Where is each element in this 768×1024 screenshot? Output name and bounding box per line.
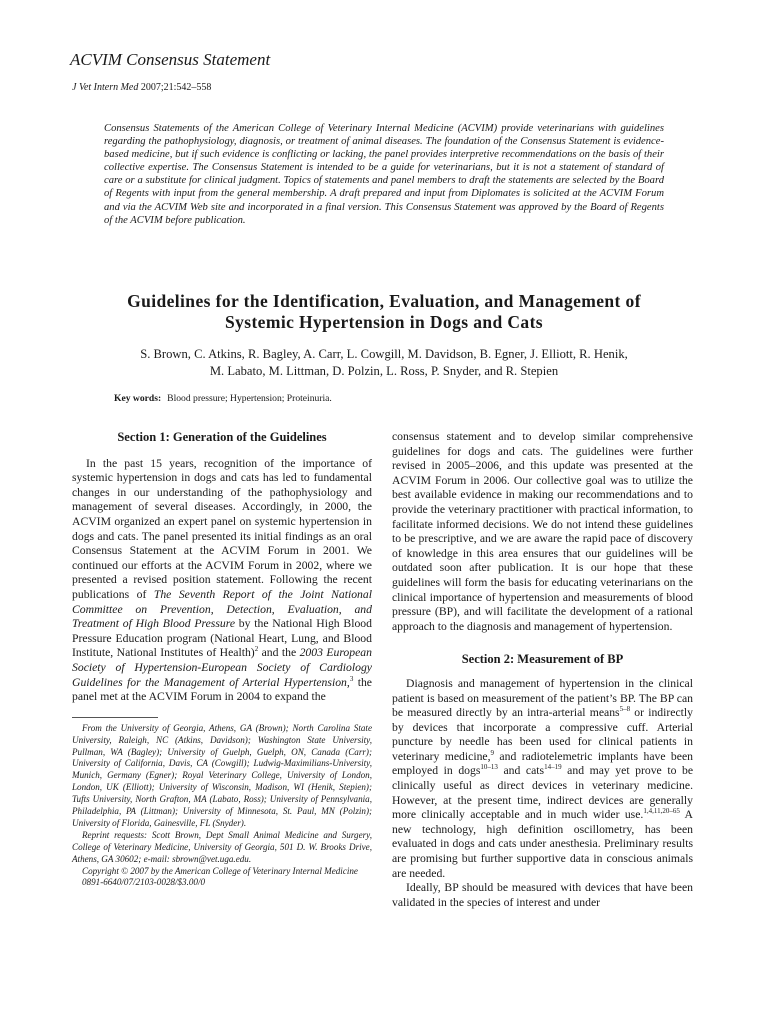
text-run: and radiotelemetric implants have been employed in dogs [392,749,693,778]
text-run: the panel met at the ACVIM Forum in 2004 to expand the [72,675,372,704]
journal-section-header: ACVIM Consensus Statement [70,50,271,69]
keywords [114,393,332,404]
footnotes [72,723,372,890]
ref-sup: 1,4,11,20–65 [643,807,680,816]
authors-line-1: S. Brown, C. Atkins, R. Bagley, A. Carr, L. Cowgill, M. Davidson, B. Egner, J. Elliott, R. Henik, [140,347,628,361]
reprint-requests: Reprint requests: Scott Brown, Dept Small Animal Medicine and Surgery, College of Veterinary Medicine, University of Georgia, 501 D. W. Brooks Drive, Athens, GA 30602; e-mail: sbrown@vet.uga.edu. [72,829,372,864]
ref-sup: 3 [349,674,354,683]
ref-sup: 9 [490,748,495,757]
jnc7-title: The Seventh Report of the Joint National Committee on Prevention, Detection, Evaluation, and Treatment of High Blood Pressure [72,587,372,631]
citation-volume: 2007;21:542–558 [138,82,212,93]
authors-line-2: M. Labato, M. Littman, D. Polzin, L. Ross, P. Snyder, and R. Stepien [209,364,559,378]
ref-sup: 5–8 [619,705,631,714]
keywords-label: Key words: [114,393,162,404]
title-line-2: Systemic Hypertension in Dogs and Cats [224,312,544,332]
section-2-paragraph-1 [392,677,693,881]
section-1-paragraph [72,457,372,705]
article-code: 0891-6640/07/2103-0028/$3.00/0 [82,877,206,888]
ref-sup: 14–19 [544,763,562,772]
citation-journal: J Vet Intern Med [72,82,139,93]
text-run: and cats [497,764,545,778]
copyright: Copyright © 2007 by the American College of Veterinary Internal Medicine [82,865,358,876]
section-2-heading: Section 2: Measurement of BP [461,652,624,667]
citation [72,82,211,93]
title-line-1: Guidelines for the Identification, Evaluation, and Management of [127,291,641,311]
consensus-intro: Consensus Statements of the American College of Veterinary Internal Medicine (ACVIM) provide veterinarians with guidelines regarding the pathophysiology, diagnosis, or treatment of animal diseases. The foundation of the Consensus Statement is evidence-based medicine, but if such evidence is conflicting or lacking, the panel provides interpretive recommendations on the basis of their collective expertise. The Consensus Statement is intended to be a guide for veterinarians, but it is not a statement of standard of care or a substitute for clinical judgment. Topics of statements and panel members to draft the statements are selected by the Board of Regents with input from the general membership. A draft prepared and input from Diplomates is solicited at the ACVIM Forum and via the ACVIM Web site and incorporated in a final version. This Consensus Statement was approved by the Board of Regents of the ACVIM before publication. [104,123,664,226]
section-1-heading: Section 1: Generation of the Guidelines [117,430,327,444]
text-run: or indirectly by devices that incorporate a compressive cuff. Arterial puncture by needle has been used for clinical patients in veterinary medicine, [392,706,694,763]
text-run: by the National High Blood Pressure Education program (National Heart, Lung, and Blood Institute, National Institutes of Health) [72,617,372,660]
keywords-list: Blood pressure; Hypertension; Proteinuria. [167,393,332,404]
text-run: and the [258,646,300,660]
text-run: In the past 15 years, recognition of the importance of systemic hypertension in dogs and cats has led to fundamental changes in our understanding of the pathophysiology and management of several diseases. Accordingly, in 2000, the ACVIM organized an expert panel on systemic hypertension in dogs and cats. The panel presented its initial findings as an oral Consensus Statement at the ACVIM Forum in 2001. We continued our efforts at the ACVIM Forum in 2002, where we presented a revised position statement. Following the recent publications of [72,456,372,601]
section-2-paragraph-2: Ideally, BP should be measured with devices that have been validated in the species of interest and under [392,881,693,909]
ref-sup: 10–13 [480,763,498,772]
text-run: A new technology, high definition oscillometry, has been evaluated in dogs and cats under anesthesia. Preliminary results are promising but further supportive data in conscious animals are needed. [392,808,693,880]
footnote-divider [72,717,158,718]
right-column [392,430,693,910]
section-1-continuation: consensus statement and to develop similar comprehensive guidelines for dogs and cats. The guidelines were further revised in 2005–2006, and this update was presented at the ACVIM Forum in 2006. Our collective goal was to utilize the best available evidence in making our recommendations and to provide the veterinary practitioner with practical information, to facilitate informed decisions. We do not intend these guidelines to be prescriptive, and we are aware the rapid pace of discovery of knowledge in this area ensures that our guidelines will be outdated soon after publication. It is our hope that these guidelines will form the basis for educating veterinarians on the clinical importance of hypertension and measurements of blood pressure (BP), and will facilitate the development of a rational approach to the diagnosis and management of hypertension. [392,430,693,633]
article-title [40,291,728,333]
text-run: Diagnosis and management of hypertension in the clinical patient is based on measurement of the patient’s BP. The BP can be measured directly by an intra-arterial means [392,676,693,720]
ref-sup: 2 [254,645,259,654]
author-list [40,346,728,380]
text-run: and may yet prove to be clinically useful as direct devices in veterinary medicine. However, at the present time, indirect devices are generally more clinically acceptable and in much wider use. [392,764,694,822]
left-column [72,430,372,889]
esh-guidelines-title: 2003 European Society of Hypertension-European Society of Cardiology Guidelines for the Management of Arterial Hypertension, [72,646,372,689]
affiliations: From the University of Georgia, Athens, GA (Brown); North Carolina State University, Raleigh, NC (Atkins, Davidson); Washington State University, Pullman, WA (Bagley); University of Guelph, Guelph, ON, Canada (Carr); University of California, Davis, CA (Cowgill); Ludwig-Maximilians-University, Munich, Germany (Egner); Royal Veterinary College, University of London, London, UK (Elliott); University of Wisconsin, Madison, WI (Henik, Stepien); Tufts University, North Grafton, MA (Labato, Ross); University of Pennsylvania, Philadelphia, PA (Littman); University of Minnesota, St. Paul, MN (Polzin); University of Florida, Gainesville, FL (Snyder). [72,722,372,828]
